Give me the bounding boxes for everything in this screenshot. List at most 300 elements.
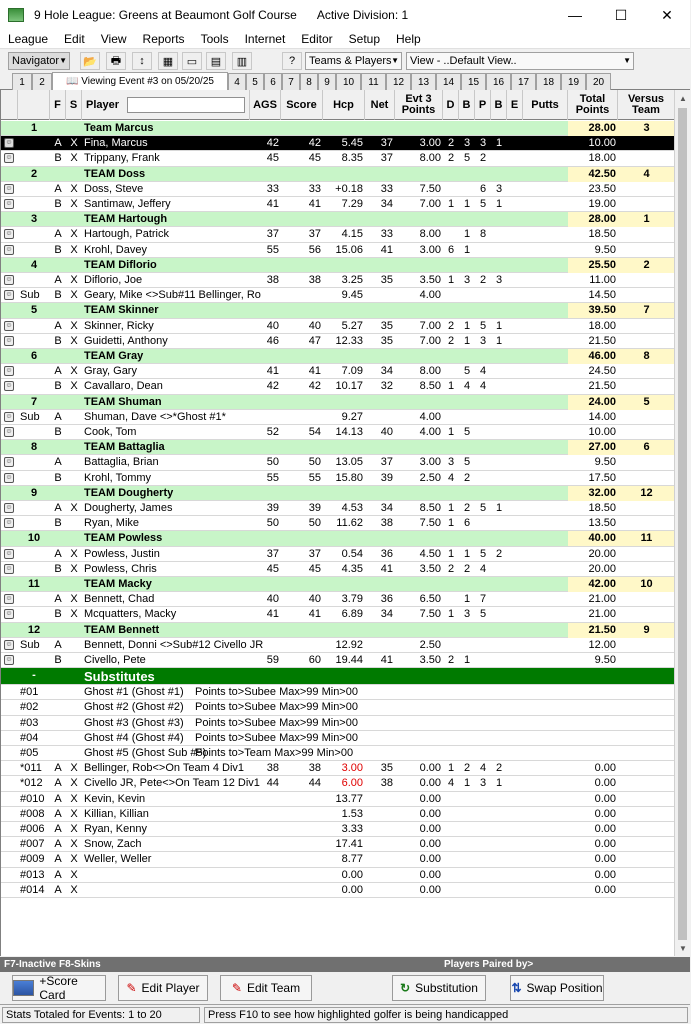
column-header-ags[interactable]: AGS xyxy=(250,90,281,120)
cell-pts: 2.50 xyxy=(419,638,441,651)
cell-total: 21.50 xyxy=(588,334,616,347)
print-icon[interactable]: 🖶 xyxy=(106,52,126,70)
cell-d: 4 xyxy=(447,471,455,484)
player-card-icon[interactable]: ☺ xyxy=(5,382,13,390)
column-header-net[interactable]: Net xyxy=(365,90,395,120)
player-card-icon[interactable]: ☺ xyxy=(5,564,13,572)
column-header-b2[interactable]: B xyxy=(491,90,507,120)
ghost-row[interactable] xyxy=(1,685,675,700)
tab-event-10[interactable]: 10 xyxy=(336,73,361,90)
cell-b2 xyxy=(493,868,505,883)
cell-net: 34 xyxy=(380,502,393,514)
tab-event-17[interactable]: 17 xyxy=(511,73,536,90)
cell-total: 20.00 xyxy=(588,547,616,560)
cell-ags xyxy=(252,792,279,807)
player-card-icon[interactable]: ☺ xyxy=(5,321,13,329)
menu-reports[interactable]: Reports xyxy=(142,32,185,46)
cell-s xyxy=(68,516,80,531)
substitute-row[interactable] xyxy=(1,792,675,807)
player-row[interactable] xyxy=(1,547,675,562)
player-card-icon[interactable]: ☺ xyxy=(5,504,13,511)
cell-p xyxy=(477,471,489,486)
player-row[interactable] xyxy=(1,364,675,379)
ghost-row[interactable] xyxy=(1,731,675,746)
cell-b2: 1 xyxy=(495,137,503,150)
cell-net xyxy=(367,837,393,852)
team-row[interactable] xyxy=(1,531,675,546)
cell-d: 1 xyxy=(447,502,455,514)
cell-p: 4 xyxy=(479,365,487,378)
player-row[interactable] xyxy=(1,471,675,486)
player-row[interactable] xyxy=(1,607,675,622)
cell-f: A xyxy=(54,823,62,835)
player-row[interactable] xyxy=(1,227,675,242)
cell-name: Dougherty, James xyxy=(84,502,173,514)
close-button[interactable]: ✕ xyxy=(661,6,673,23)
cell-name: Geary, Mike <>Sub#11 Bellinger, Ro xyxy=(84,289,261,302)
cell-num: - xyxy=(32,669,36,682)
column-header-putts[interactable]: Putts xyxy=(523,90,568,120)
navigator-dropdown[interactable] xyxy=(8,52,70,70)
player-card-icon[interactable]: ☺ xyxy=(5,595,13,603)
cell-net: 39 xyxy=(380,471,393,484)
player-row[interactable] xyxy=(1,562,675,577)
tab-active-event[interactable]: 📖 Viewing Event #3 on 05/20/25 xyxy=(52,72,228,90)
player-card-icon[interactable]: ☺ xyxy=(5,519,13,527)
player-row[interactable] xyxy=(1,243,675,258)
cell-hcp: 0.00 xyxy=(341,883,363,896)
cell-total: 18.50 xyxy=(588,228,616,241)
cell-pts: 3.50 xyxy=(419,562,441,575)
team-row[interactable] xyxy=(1,121,675,136)
player-card-icon[interactable]: ☺ xyxy=(5,412,13,420)
cell-net: 38 xyxy=(380,517,393,530)
team-row[interactable] xyxy=(1,258,675,273)
cell-name: Krohl, Davey xyxy=(84,243,147,256)
cell-score xyxy=(283,837,321,852)
substitute-row[interactable] xyxy=(1,822,675,837)
cell-f: A xyxy=(54,228,62,241)
cell-hcp: 1.53 xyxy=(341,807,363,820)
cell-b2: 3 xyxy=(495,182,503,195)
team-row[interactable] xyxy=(1,349,675,364)
player-card-icon[interactable]: ☺ xyxy=(5,336,13,344)
cell-ags: 50 xyxy=(266,456,279,469)
player-row[interactable] xyxy=(1,379,675,394)
player-row[interactable] xyxy=(1,182,675,197)
cell-pts: 8.00 xyxy=(419,152,441,165)
maximize-button[interactable]: ☐ xyxy=(614,6,628,23)
menu-view[interactable]: View xyxy=(100,32,127,46)
player-row[interactable] xyxy=(1,653,675,668)
cell-pts: 8.50 xyxy=(419,502,441,514)
cell-versus: 9 xyxy=(643,623,650,636)
column-header-pts[interactable]: Evt 3 Points xyxy=(395,90,443,120)
sort-icon[interactable]: ↕ xyxy=(132,52,152,70)
cell-f: B xyxy=(54,471,62,484)
cell-total: 25.50 xyxy=(588,258,616,271)
score-card-button[interactable] xyxy=(12,975,106,1001)
cell-s: X xyxy=(70,593,78,606)
edit-team-button[interactable] xyxy=(220,975,312,1001)
team-row[interactable] xyxy=(1,303,675,318)
column-header-versus[interactable]: Versus Team xyxy=(618,90,675,120)
cell-score xyxy=(283,792,321,807)
team-row[interactable] xyxy=(1,440,675,455)
scorecard-icon[interactable]: ▥ xyxy=(232,52,252,70)
cell-p: 8 xyxy=(479,228,487,241)
column-header-p[interactable]: P xyxy=(475,90,491,120)
tab-event-18[interactable]: 18 xyxy=(536,73,561,90)
cell-name: Civello, Pete xyxy=(84,654,146,666)
cell-pts: 8.50 xyxy=(419,380,441,393)
cell-pts: 3.00 xyxy=(419,456,441,469)
cell-b: 3 xyxy=(463,274,471,286)
tab-event-14[interactable]: 14 xyxy=(436,73,461,90)
player-card-icon[interactable]: ☺ xyxy=(5,458,13,466)
cell-name: Bennett, Donni <>Sub#12 Civello JR xyxy=(84,638,264,651)
column-header-score[interactable]: Score xyxy=(281,90,323,120)
hotkey-strip xyxy=(0,957,690,972)
cell-net: 35 xyxy=(380,274,393,286)
cell-total: 39.50 xyxy=(588,304,616,317)
player-row[interactable] xyxy=(1,638,675,653)
substitute-row[interactable] xyxy=(1,883,675,898)
cell-pts: 8.00 xyxy=(419,365,441,378)
player-card-icon[interactable]: ☺ xyxy=(5,549,13,557)
cell-net: 34 xyxy=(380,198,393,210)
player-card-icon[interactable]: ☺ xyxy=(5,154,13,162)
cell-d: 1 xyxy=(447,517,455,530)
scroll-up-icon[interactable]: ▲ xyxy=(679,93,687,103)
menu-tools[interactable]: Tools xyxy=(200,32,229,46)
cell-b: 2 xyxy=(463,471,471,484)
player-card-icon[interactable]: ☺ xyxy=(5,184,13,192)
player-card-icon[interactable]: ☺ xyxy=(5,291,13,299)
cell-b xyxy=(461,837,473,852)
cell-name: TEAM Doss xyxy=(84,167,146,180)
cell-e xyxy=(509,425,521,440)
cell-p xyxy=(477,792,489,807)
team-row[interactable] xyxy=(1,623,675,638)
cell-d: 1 xyxy=(447,380,455,393)
cell-score: 41 xyxy=(308,608,321,621)
cell-e xyxy=(509,182,521,197)
player-row[interactable] xyxy=(1,288,675,303)
cell-ags: 55 xyxy=(266,471,279,484)
cell-d xyxy=(445,852,457,867)
tab-event-13[interactable]: 13 xyxy=(411,73,436,90)
menu-help[interactable]: Help xyxy=(396,32,421,46)
tab-event-5[interactable]: 5 xyxy=(246,73,264,90)
swap-position-button[interactable] xyxy=(510,975,604,1001)
cell-hcp: 0.00 xyxy=(341,868,363,881)
menu-edit[interactable]: Edit xyxy=(64,32,85,46)
column-header-s[interactable]: S xyxy=(66,90,82,120)
button-bar xyxy=(0,972,690,1002)
substitute-row[interactable] xyxy=(1,761,675,776)
ghost-row[interactable] xyxy=(1,716,675,731)
cell-ags: 46 xyxy=(266,334,279,347)
cell-ags xyxy=(252,822,279,837)
cell-num xyxy=(20,471,48,486)
minimize-button[interactable]: — xyxy=(568,7,582,23)
cell-p: 3 xyxy=(479,334,487,347)
cell-name: TEAM Shuman xyxy=(84,395,162,408)
cell-b: 1 xyxy=(463,334,471,347)
cell-p xyxy=(477,410,489,425)
cell-b2 xyxy=(493,837,505,852)
tab-event-19[interactable]: 19 xyxy=(561,73,586,90)
column-header-hcp[interactable]: Hcp xyxy=(323,90,365,120)
substitute-row[interactable] xyxy=(1,868,675,883)
tab-event-1[interactable]: 1 xyxy=(12,73,32,90)
player-card-icon[interactable]: ☺ xyxy=(5,276,13,283)
cell-b: 5 xyxy=(463,426,471,438)
cell-s: X xyxy=(70,365,78,378)
player-card-icon[interactable]: ☺ xyxy=(5,640,13,648)
cell-ags: 40 xyxy=(266,593,279,606)
cell-p xyxy=(477,288,489,303)
cell-hcp: 3.79 xyxy=(341,593,363,606)
player-card-icon[interactable]: ☺ xyxy=(5,245,13,253)
score-card-label: +Score Card xyxy=(39,974,78,1002)
cell-num: Sub xyxy=(20,638,40,651)
cell-s: X xyxy=(70,883,78,896)
edit-player-button[interactable] xyxy=(118,975,208,1001)
open-folder-icon[interactable]: 📂 xyxy=(80,52,100,70)
cell-num xyxy=(20,501,48,516)
cell-net: 37 xyxy=(380,456,393,469)
event-tabs xyxy=(0,72,690,90)
cell-p xyxy=(477,868,489,883)
player-row[interactable] xyxy=(1,425,675,440)
cell-d xyxy=(445,638,457,653)
tab-event-16[interactable]: 16 xyxy=(486,73,511,90)
player-card-icon[interactable]: ☺ xyxy=(5,200,13,207)
team-row[interactable] xyxy=(1,167,675,182)
cell-b: 5 xyxy=(463,456,471,469)
substitute-row[interactable] xyxy=(1,852,675,867)
cell-f: A xyxy=(54,868,62,881)
player-card-icon[interactable]: ☺ xyxy=(5,473,13,481)
column-header-f[interactable]: F xyxy=(50,90,66,120)
substitute-row[interactable] xyxy=(1,837,675,852)
player-row[interactable] xyxy=(1,136,675,151)
column-header-b[interactable]: B xyxy=(459,90,475,120)
cell-putts xyxy=(525,151,566,166)
cell-b2: 1 xyxy=(495,319,503,332)
cell-b: 1 xyxy=(463,319,471,332)
cell-num xyxy=(20,455,48,470)
tab-event-8[interactable]: 8 xyxy=(300,73,318,90)
player-row[interactable] xyxy=(1,592,675,607)
player-row[interactable] xyxy=(1,516,675,531)
cell-score: 60 xyxy=(308,654,321,666)
cell-p xyxy=(477,455,489,470)
cell-num: #02 xyxy=(20,701,39,714)
menu-internet[interactable]: Internet xyxy=(244,32,286,46)
cell-total: 46.00 xyxy=(588,350,616,362)
cell-ags: 39 xyxy=(266,502,279,514)
tab-event-7[interactable]: 7 xyxy=(282,73,300,90)
tab-event-15[interactable]: 15 xyxy=(461,73,486,90)
cell-b2: 3 xyxy=(495,274,503,286)
player-card-icon[interactable]: ☺ xyxy=(5,428,13,435)
substitute-row[interactable] xyxy=(1,807,675,822)
column-header-total[interactable]: Total Points xyxy=(568,90,618,120)
cell-hcp: 4.53 xyxy=(341,502,363,514)
cell-num: 4 xyxy=(30,258,38,271)
cell-pts: 3.50 xyxy=(419,274,441,286)
grid-window-icon[interactable]: ▤ xyxy=(206,52,226,70)
cell-name: Shuman, Dave <>*Ghost #1* xyxy=(84,410,226,423)
cell-hcp: 15.06 xyxy=(335,243,363,256)
tab-event-20[interactable]: 20 xyxy=(586,73,611,90)
cell-b: 5 xyxy=(463,365,471,378)
column-header-d[interactable]: D xyxy=(443,90,459,120)
tab-event-9[interactable]: 9 xyxy=(318,73,336,90)
player-search-input[interactable] xyxy=(127,97,245,113)
cell-name: Mcquatters, Macky xyxy=(84,608,177,621)
cell-num: 11 xyxy=(28,578,40,590)
column-header-name[interactable]: Player xyxy=(82,90,250,120)
cell-total: 11.00 xyxy=(589,274,616,286)
cell-net xyxy=(367,868,393,883)
cell-hcp: 5.45 xyxy=(341,137,363,150)
cell-f: A xyxy=(54,883,62,896)
menu-setup[interactable]: Setup xyxy=(348,32,380,46)
cell-total: 9.50 xyxy=(594,456,616,469)
tab-event-6[interactable]: 6 xyxy=(264,73,282,90)
cell-ags: 59 xyxy=(266,654,279,666)
scroll-thumb[interactable] xyxy=(678,108,687,940)
cell-d xyxy=(445,837,457,852)
cell-total: 0.00 xyxy=(594,838,616,851)
player-card-icon[interactable]: ☺ xyxy=(5,139,13,147)
player-row[interactable] xyxy=(1,334,675,349)
cell-pts: 4.50 xyxy=(419,547,441,560)
cell-total: 24.50 xyxy=(588,365,616,378)
cell-e xyxy=(509,607,521,622)
cell-b: 2 xyxy=(463,562,471,575)
cell-num: #009 xyxy=(20,853,45,866)
player-row[interactable] xyxy=(1,501,675,516)
tab-event-11[interactable]: 11 xyxy=(361,73,386,90)
menu-league[interactable]: League xyxy=(8,32,49,46)
player-card-icon[interactable]: ☺ xyxy=(5,230,13,238)
cell-num: #010 xyxy=(20,792,45,805)
help-icon[interactable]: ? xyxy=(282,52,302,70)
cell-f: A xyxy=(54,137,62,150)
player-row[interactable] xyxy=(1,273,675,288)
cell-f: A xyxy=(54,638,62,651)
tab-event-4[interactable]: 4 xyxy=(228,73,246,90)
substitute-row[interactable] xyxy=(1,776,675,791)
cell-e xyxy=(509,364,521,379)
cell-p: 4 xyxy=(479,562,487,575)
player-card-icon[interactable]: ☺ xyxy=(5,367,13,375)
cell-p xyxy=(477,425,489,440)
player-row[interactable] xyxy=(1,197,675,212)
cell-num: 5 xyxy=(30,304,38,317)
team-row[interactable] xyxy=(1,486,675,501)
cell-score: 40 xyxy=(308,319,321,332)
cell-putts xyxy=(525,653,566,668)
cell-versus: 4 xyxy=(643,167,650,180)
cell-d: 3 xyxy=(447,456,455,469)
cell-hcp: 4.15 xyxy=(341,228,363,241)
window-icon[interactable]: ▭ xyxy=(182,52,202,70)
cell-b: 1 xyxy=(463,198,471,210)
cell-total: 13.50 xyxy=(588,517,616,530)
cell-f: A xyxy=(54,274,62,286)
ghost-row[interactable] xyxy=(1,700,675,715)
cell-putts xyxy=(525,501,566,516)
toolbar xyxy=(0,48,690,72)
tab-event-2[interactable]: 2 xyxy=(32,73,52,90)
cell-ags xyxy=(252,837,279,852)
title-bar xyxy=(0,0,690,30)
cell-net: 35 xyxy=(380,762,393,775)
player-row[interactable] xyxy=(1,455,675,470)
view-select-dropdown[interactable] xyxy=(406,52,634,70)
menu-editor[interactable]: Editor xyxy=(301,32,333,46)
cell-s: X xyxy=(70,762,78,775)
substitution-button[interactable] xyxy=(392,975,486,1001)
player-row[interactable] xyxy=(1,410,675,425)
cell-name: TEAM Bennett xyxy=(84,623,160,636)
player-row[interactable] xyxy=(1,151,675,166)
cell-name: Ghost #2 (Ghost #2) xyxy=(84,701,184,714)
cell-total: 42.00 xyxy=(588,578,616,590)
cell-p xyxy=(477,638,489,653)
calculator-icon[interactable]: ▦ xyxy=(158,52,178,70)
cell-total: 18.00 xyxy=(588,319,616,332)
cell-e xyxy=(509,471,521,486)
team-row[interactable] xyxy=(1,212,675,227)
ghost-points-info: Points to>Subee Max>99 Min>00 xyxy=(195,686,358,699)
cell-name: Ghost #3 (Ghost #3) xyxy=(84,716,184,729)
view-select-label: View - ..Default View.. xyxy=(410,55,517,67)
player-card-icon[interactable]: ☺ xyxy=(5,656,13,663)
cell-num: 10 xyxy=(27,532,41,545)
player-card-icon[interactable]: ☺ xyxy=(5,610,13,618)
scroll-down-icon[interactable]: ▼ xyxy=(679,943,687,953)
ghost-points-info: Points to>Team Max>99 Min>00 xyxy=(195,747,354,759)
cell-p: 3 xyxy=(479,137,487,150)
cell-num xyxy=(20,227,48,242)
tab-event-12[interactable]: 12 xyxy=(386,73,411,90)
cell-hcp: 12.33 xyxy=(335,334,363,347)
cell-total: 9.50 xyxy=(594,243,616,256)
vertical-scrollbar[interactable] xyxy=(674,90,690,956)
cell-score: 41 xyxy=(308,365,321,378)
cell-f: B xyxy=(54,289,62,302)
cell-pts: 4.00 xyxy=(419,410,441,423)
cell-hcp: 12.92 xyxy=(335,638,363,651)
view-mode-dropdown[interactable] xyxy=(305,52,402,70)
team-row[interactable] xyxy=(1,395,675,410)
cell-f: A xyxy=(54,502,62,514)
ghost-row[interactable] xyxy=(1,746,675,761)
cell-ags: 42 xyxy=(266,380,279,393)
player-row[interactable] xyxy=(1,319,675,334)
column-header-e[interactable]: E xyxy=(507,90,523,120)
cell-putts xyxy=(525,364,566,379)
edit-team-label: Edit Team xyxy=(246,981,301,995)
team-row[interactable] xyxy=(1,577,675,592)
